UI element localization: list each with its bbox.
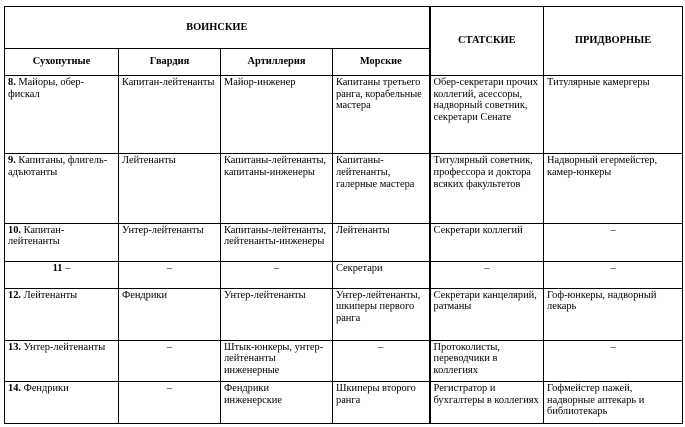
cell-artillery [221, 76, 333, 154]
cell-text: Унтер-лейтенанты [122, 224, 204, 236]
cell-text: Майоры, обер-фискал [8, 77, 84, 100]
header-civil: СТАТСКИЕ [430, 7, 544, 76]
rank-number: 12. [8, 289, 21, 301]
cell-land [5, 262, 119, 288]
header-guard: Гвардия [119, 48, 221, 75]
cell-text: Гофмейстер пажей, надворные аптекарь и библиотекарь [547, 383, 645, 418]
cell-text: – [484, 263, 490, 275]
cell-guard [119, 154, 221, 223]
cell-court [544, 76, 683, 154]
cell-text: – [610, 224, 616, 236]
cell-text: Обер-секретари прочих коллегий, асессоры, надворный советник, секретари Сенате [433, 77, 538, 123]
cell-guard [119, 288, 221, 340]
rank-number: 11 [52, 263, 63, 275]
cell-text: Штык-юнкеры, унтер-лейтенанты инженерные [224, 341, 324, 376]
cell-guard [119, 340, 221, 382]
cell-text: Капитаны, флигель-адъютанты [8, 155, 108, 179]
cell-text: – [273, 263, 280, 275]
cell-court [544, 262, 683, 288]
header-military: ВОИНСКИЕ [5, 7, 430, 49]
cell-naval [333, 382, 430, 424]
cell-text: Капитаны-лейтенанты, галерные мастера [336, 155, 415, 190]
cell-naval [333, 223, 430, 262]
cell-naval [333, 76, 430, 154]
table-row [5, 340, 683, 382]
cell-text: Секретари канцелярий, ратманы [433, 289, 537, 313]
cell-artillery [221, 288, 333, 340]
header-court: ПРИДВОРНЫЕ [544, 7, 683, 76]
cell-land [5, 223, 119, 262]
cell-naval [333, 154, 430, 223]
cell-civil [430, 340, 544, 382]
cell-text: Майор-инженер [224, 77, 296, 89]
cell-text: Протоколисты, переводчики в коллегиях [433, 341, 500, 376]
cell-text: – [166, 383, 173, 395]
cell-civil [430, 262, 544, 288]
rank-number: 9. [8, 155, 16, 167]
header-row-top [5, 7, 683, 49]
table-row [5, 223, 683, 262]
cell-naval [333, 288, 430, 340]
cell-text: – [166, 341, 173, 353]
table-row [5, 288, 683, 340]
cell-civil [430, 288, 544, 340]
cell-guard [119, 382, 221, 424]
cell-guard [119, 223, 221, 262]
cell-civil [430, 382, 544, 424]
cell-text: – [610, 341, 616, 353]
cell-artillery [221, 382, 333, 424]
cell-court [544, 154, 683, 223]
cell-text: Шкиперы второго ранга [336, 383, 416, 406]
cell-text: Фендрики инженерские [224, 383, 282, 406]
cell-text: Гоф-юнкеры, надворный лекарь [547, 289, 657, 313]
cell-text: Капитан-лейтенанты [122, 77, 215, 89]
table-row [5, 154, 683, 223]
cell-text: Лейтенанты [23, 289, 78, 301]
rank-number: 13. [8, 341, 21, 353]
cell-text: – [378, 341, 384, 353]
rank-number: 14. [8, 383, 21, 395]
cell-naval [333, 262, 430, 288]
table-row [5, 262, 683, 288]
cell-land [5, 340, 119, 382]
cell-land [5, 76, 119, 154]
cell-artillery [221, 262, 333, 288]
header-naval: Морские [333, 48, 430, 75]
cell-text: Лейтенанты [122, 155, 176, 167]
cell-text: – [166, 263, 173, 275]
cell-court [544, 288, 683, 340]
cell-text: Унтер-лейтенанты, шкиперы первого ранга [336, 289, 421, 324]
cell-text: – [65, 263, 71, 275]
cell-text: Капитаны-лейтенанты, лейтенанты-инженеры [224, 224, 327, 248]
cell-text: Секретари [336, 263, 383, 275]
cell-text: Секретари коллегий [433, 224, 523, 236]
header-land: Сухопутные [5, 48, 119, 75]
cell-court [544, 382, 683, 424]
cell-land [5, 154, 119, 223]
cell-text: Капитаны-лейтенанты, капитаны-инженеры [224, 155, 327, 179]
cell-text: Регистратор и бухгалтеры в коллегиях [433, 383, 539, 406]
cell-text: Фендрики [23, 383, 69, 395]
cell-text: – [610, 263, 616, 275]
cell-land [5, 382, 119, 424]
cell-artillery [221, 154, 333, 223]
cell-naval [333, 340, 430, 382]
cell-civil [430, 223, 544, 262]
cell-land [5, 288, 119, 340]
cell-text: Надворный егермейстер, камер-юнкеры [547, 155, 658, 179]
cell-text: Титулярный советник, профессора и доктора всяких факультетов [433, 155, 533, 190]
table-of-ranks [4, 6, 683, 424]
table-row [5, 382, 683, 424]
cell-text: Капитан-лейтенанты [8, 224, 65, 248]
cell-text: Лейтенанты [336, 224, 390, 236]
cell-artillery [221, 223, 333, 262]
rank-number: 10. [8, 224, 21, 236]
cell-civil [430, 76, 544, 154]
header-artillery: Артиллерия [221, 48, 333, 75]
cell-court [544, 223, 683, 262]
cell-guard [119, 76, 221, 154]
table-body [5, 76, 683, 424]
cell-civil [430, 154, 544, 223]
cell-artillery [221, 340, 333, 382]
cell-text: Титулярные камергеры [547, 77, 650, 89]
cell-text: Унтер-лейтенанты [224, 289, 306, 301]
cell-court [544, 340, 683, 382]
cell-text: Капитаны третьего ранга, корабельные мастера [336, 77, 422, 112]
table-row [5, 76, 683, 154]
cell-guard [119, 262, 221, 288]
cell-text: Унтер-лейтенанты [23, 341, 106, 353]
cell-text: Фендрики [122, 289, 168, 301]
rank-number: 8. [8, 77, 16, 89]
